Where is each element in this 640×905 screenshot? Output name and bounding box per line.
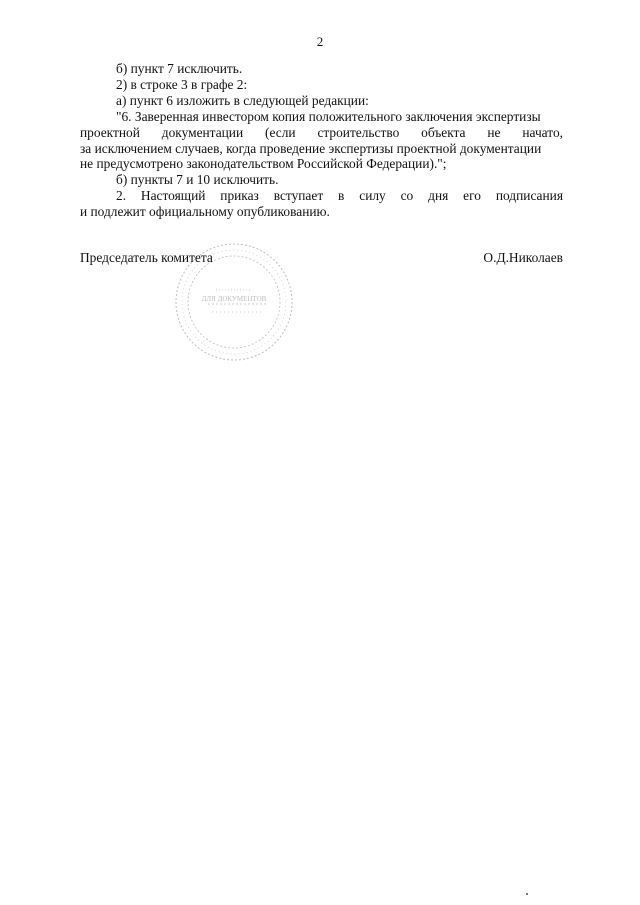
quote-line-2: проектной документации (если строительство объекта не начато, xyxy=(80,125,563,140)
signatory-name: О.Д.Николаев xyxy=(483,250,563,265)
item2-line-2: и подлежит официальному опубликованию. xyxy=(80,204,330,219)
paragraph-stroke3: 2) в строке 3 в графе 2: xyxy=(116,77,248,92)
paragraph-b-punkty: б) пункты 7 и 10 исключить. xyxy=(116,172,279,187)
quote-line-3: за исключением случаев, когда проведение экспертизы проектной документации xyxy=(80,141,542,156)
page-number: 2 xyxy=(316,34,324,49)
paragraph-a-punkt6: а) пункт 6 изложить в следующей редакции: xyxy=(116,93,369,108)
stamp-text: ДЛЯ ДОКУМЕНТОВ xyxy=(201,295,267,303)
quote-line-4: не предусмотрено законодательством Российской Федерации)."; xyxy=(80,156,447,171)
scan-speck xyxy=(526,893,528,895)
quote-line-1: "6. Заверенная инвестором копия положительного заключения экспертизы xyxy=(116,109,541,124)
signatory-position: Председатель комитета xyxy=(80,250,213,265)
paragraph-b-punkt7: б) пункт 7 исключить. xyxy=(116,61,243,76)
item2-line-1: 2. Настоящий приказ вступает в силу со дня его подписания xyxy=(116,188,563,203)
